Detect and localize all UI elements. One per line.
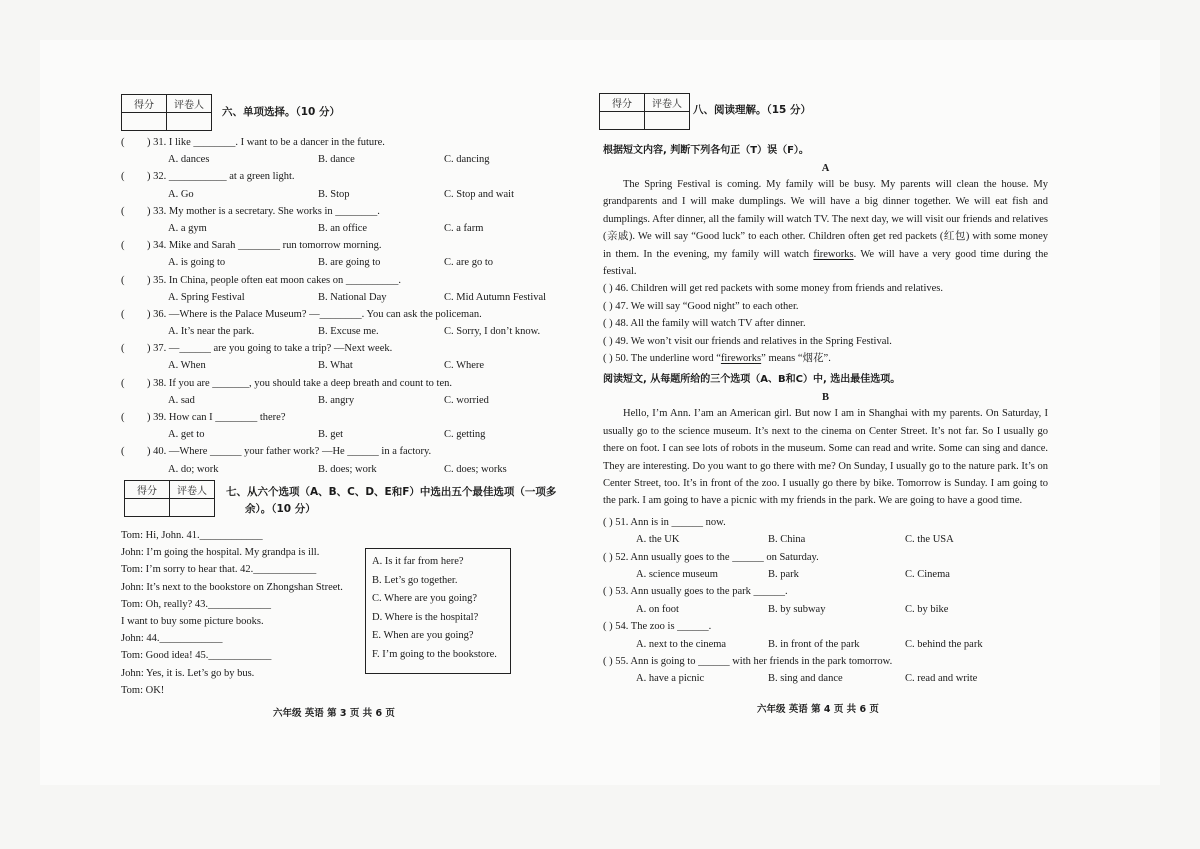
score-box-section8	[599, 93, 690, 130]
tf-question: ( ) 50. The underline word “fireworks” means “烟花”.	[603, 353, 831, 364]
score-cell[interactable]	[600, 112, 645, 130]
option-b: B. sing and dance	[768, 673, 843, 685]
tf-question: ( ) 48. All the family will watch TV after dinner.	[603, 318, 806, 330]
page-footer-right: 六年级 英语 第 4 页 共 6 页	[757, 704, 879, 715]
score-label: 得分	[125, 481, 170, 499]
option-b: B. What	[318, 360, 353, 372]
b-question-stem: ( ) 54. The zoo is ______.	[603, 621, 712, 633]
option-a: A. get to	[168, 429, 205, 441]
answer-paren[interactable]: (	[121, 274, 125, 286]
question-stem: ) 33. My mother is a secretary. She works in ________.	[147, 205, 380, 217]
option-c: C. Where	[444, 360, 485, 372]
page-footer-left: 六年级 英语 第 3 页 共 6 页	[273, 708, 395, 719]
b-question-stem: ( ) 53. Ann usually goes to the park ______.	[603, 586, 788, 598]
mc-question	[121, 134, 561, 151]
grader-cell[interactable]	[170, 499, 215, 517]
dialog-line: Tom: Oh, really? 43.____________	[121, 598, 272, 610]
option-c: C. Cinema	[905, 569, 950, 580]
choice-option: C. Where are you going?	[372, 593, 478, 605]
grader-cell[interactable]	[645, 112, 690, 130]
mc-options	[121, 323, 561, 340]
b-question-stem: ( ) 52. Ann usually goes to the ______ on Saturday.	[603, 551, 819, 563]
choice-option: E. When are you going?	[372, 630, 474, 642]
mc-question	[121, 237, 561, 254]
dialog-line: John: It’s next to the bookstore on Zhongshan Street.	[121, 581, 343, 593]
tf-instruction: 根据短文内容, 判断下列各句正（T）误（F）。	[603, 145, 809, 156]
mc-question	[121, 203, 561, 220]
mc-question	[121, 168, 561, 185]
option-a: A. It’s near the park.	[168, 326, 255, 338]
option-a: A. When	[168, 360, 206, 372]
b-options	[603, 601, 1048, 618]
choice-option: A. Is it far from here?	[372, 556, 464, 567]
mc-options	[121, 392, 561, 409]
question-stem: ) 32. ___________ at a green light.	[147, 171, 295, 183]
option-a: A. have a picnic	[636, 673, 705, 685]
passage-a: The Spring Festival is coming. My family will be busy. My parents will clean the house. My grandparents and I will make dumplings. We will have a big dinner together. We will eat fish and dumplings. After dinner, all the family will watch TV. The next day, we will visit our friends and relatives (亲戚). We will say “Good luck” to each other. Children often get red packets (红包) with some money in them. In the evening, my family will watch fireworks. We will have a very good time during the festival.	[603, 179, 1048, 278]
option-a: A. is going to	[168, 257, 226, 269]
answer-paren[interactable]: (	[121, 412, 125, 423]
mc-options	[121, 151, 561, 168]
dialog-line: John: Yes, it is. Let’s go by bus.	[121, 667, 255, 679]
option-b: B. does; work	[318, 463, 377, 475]
dialog-line: I want to buy some picture books.	[121, 615, 264, 627]
option-b: B. dance	[318, 154, 355, 166]
b-options	[603, 670, 1048, 687]
question-stem: ) 39. How can I ________ there?	[147, 412, 286, 423]
section7-title-line1: 七、从六个选项（A、B、C、D、E和F）中选出五个最佳选项（一项多	[226, 486, 557, 498]
choice-option: D. Where is the hospital?	[372, 611, 479, 623]
score-label: 得分	[122, 95, 167, 113]
option-a: A. science museum	[636, 569, 718, 580]
question-stem: ) 35. In China, people often eat moon cakes on __________.	[147, 274, 401, 286]
grader-label: 评卷人	[170, 481, 215, 499]
reading-section	[603, 142, 1048, 688]
option-c: C. by bike	[905, 603, 949, 615]
mc-instruction: 阅读短文, 从每题所给的三个选项（A、B和C）中, 选出最佳选项。	[603, 374, 901, 386]
question-stem: ) 38. If you are _______, you should take a deep breath and count to ten.	[147, 377, 452, 389]
passage-b: Hello, I’m Ann. I’am an American girl. But now I am in Shanghai with my parents. On Saturday, I usually go to the science museum. It’s next to the cinema on Center Street. It’s not far. So I usually go there on foot. I can see lots of robots in the museum. Some can read and write. Some can sing and dance. They are interesting. Do you want to go there with me? On Sunday, I usually go to the nature park. It’s on Center Street, too. It’s in front of the zoo. I usually go there by bike. Tomorrow is Sunday. I am going to the park. I am going to have a picnic with my friends in the park. We are going to have a good time.	[603, 408, 1048, 507]
option-c: C. the USA	[905, 534, 954, 546]
score-cell[interactable]	[125, 499, 170, 517]
option-a: A. do; work	[168, 463, 219, 475]
b-question-stem: ( ) 55. Ann is going to ______ with her friends in the park tomorrow.	[603, 655, 893, 667]
mc-question	[121, 272, 561, 289]
tf-question-list	[603, 280, 1048, 367]
choice-option: F. I’m going to the bookstore.	[372, 648, 497, 660]
question-stem: ) 31. I like ________. I want to be a dancer in the future.	[147, 137, 385, 148]
mc-options	[121, 289, 561, 306]
mc-question	[121, 409, 561, 426]
option-c: C. does; works	[444, 463, 507, 475]
mc-options	[121, 461, 561, 478]
answer-paren[interactable]: (	[121, 137, 125, 148]
option-b: B. Excuse me.	[318, 326, 379, 338]
mc-question	[121, 340, 561, 357]
b-question-list	[603, 514, 1048, 688]
mc-question	[121, 306, 561, 323]
answer-paren[interactable]: (	[121, 171, 125, 183]
tf-question: ( ) 47. We will say “Good night” to each other.	[603, 300, 799, 312]
option-b: B. in front of the park	[768, 638, 860, 650]
option-a: A. on foot	[636, 603, 679, 615]
dialog-line: Tom: OK!	[121, 684, 165, 696]
option-b: B. get	[318, 429, 344, 441]
tf-question: ( ) 49. We won’t visit our friends and relatives in the Spring Festival.	[603, 335, 892, 347]
option-a: A. Spring Festival	[168, 291, 245, 303]
option-a: A. the UK	[636, 534, 680, 546]
question-stem: ) 36. —Where is the Palace Museum? —________. You can ask the policeman.	[147, 308, 482, 320]
b-question-stem: ( ) 51. Ann is in ______ now.	[603, 516, 726, 528]
option-c: C. read and write	[905, 673, 978, 685]
b-options	[603, 566, 1048, 583]
section6-title: 六、单项选择。（10 分）	[222, 106, 341, 118]
score-cell[interactable]	[122, 113, 167, 131]
option-c: C. getting	[444, 429, 486, 441]
mc-options	[121, 426, 561, 443]
score-label: 得分	[600, 94, 645, 112]
score-box-section7	[124, 480, 215, 517]
dialog-line: Tom: I’m sorry to hear that. 42.____________	[121, 564, 317, 576]
option-a: A. sad	[168, 394, 195, 406]
mc-options	[121, 220, 561, 237]
grader-label: 评卷人	[645, 94, 690, 112]
option-b: B. an office	[318, 222, 368, 234]
option-b: B. angry	[318, 394, 355, 406]
section8-title: 八、阅读理解。（15 分）	[693, 104, 812, 116]
option-b: B. Stop	[318, 188, 350, 200]
option-c: C. behind the park	[905, 638, 983, 650]
option-b: B. park	[768, 569, 799, 580]
passage-a-letter: A	[821, 163, 830, 174]
option-a: A. Go	[168, 188, 194, 200]
mc-options	[121, 254, 561, 271]
option-b: B. China	[768, 534, 806, 546]
score-box-section6	[121, 94, 212, 131]
question-stem: ) 37. —______ are you going to take a trip? —Next week.	[147, 343, 393, 355]
section7-title-line2: 余）。（10 分）	[245, 503, 316, 515]
dialog-line: Tom: Good idea! 45.____________	[121, 650, 272, 662]
answer-paren[interactable]: (	[121, 446, 125, 458]
option-b: B. are going to	[318, 257, 381, 269]
passage-b-letter: B	[821, 392, 829, 404]
dialog-line: John: 44.____________	[121, 633, 223, 645]
option-a: A. a gym	[168, 222, 207, 234]
option-c: C. dancing	[444, 154, 490, 166]
option-c: C. a farm	[444, 222, 484, 234]
mc-question	[121, 375, 561, 392]
option-a: A. dances	[168, 154, 210, 166]
answer-paren[interactable]: (	[121, 308, 125, 320]
grader-label: 评卷人	[167, 95, 212, 113]
dialog-line: Tom: Hi, John. 41.____________	[121, 530, 263, 541]
mc-question-list	[121, 134, 561, 478]
mc-options	[121, 357, 561, 374]
question-stem: ) 40. —Where ______ your father work? —He ______ in a factory.	[147, 446, 432, 458]
choices-box	[365, 548, 511, 674]
option-c: C. Sorry, I don’t know.	[444, 326, 541, 338]
option-c: C. Stop and wait	[444, 188, 514, 200]
option-b: B. National Day	[318, 291, 387, 303]
answer-paren[interactable]: (	[121, 343, 125, 355]
option-c: C. Mid Autumn Festival	[444, 291, 547, 303]
b-options	[603, 636, 1048, 653]
question-stem: ) 34. Mike and Sarah ________ run tomorrow morning.	[147, 240, 382, 252]
choice-option: B. Let’s go together.	[372, 574, 458, 586]
option-b: B. by subway	[768, 603, 826, 615]
grader-cell[interactable]	[167, 113, 212, 131]
option-a: A. next to the cinema	[636, 638, 727, 650]
answer-paren[interactable]: (	[121, 205, 125, 217]
option-c: C. worried	[444, 394, 489, 406]
tf-question: ( ) 46. Children will get red packets with some money from friends and relatives.	[603, 283, 943, 295]
option-c: C. are go to	[444, 257, 493, 269]
b-options	[603, 531, 1048, 548]
answer-paren[interactable]: (	[121, 240, 125, 252]
mc-question	[121, 443, 561, 460]
dialog-line: John: I’m going the hospital. My grandpa is ill.	[121, 547, 320, 559]
answer-paren[interactable]: (	[121, 377, 125, 389]
mc-options	[121, 186, 561, 203]
